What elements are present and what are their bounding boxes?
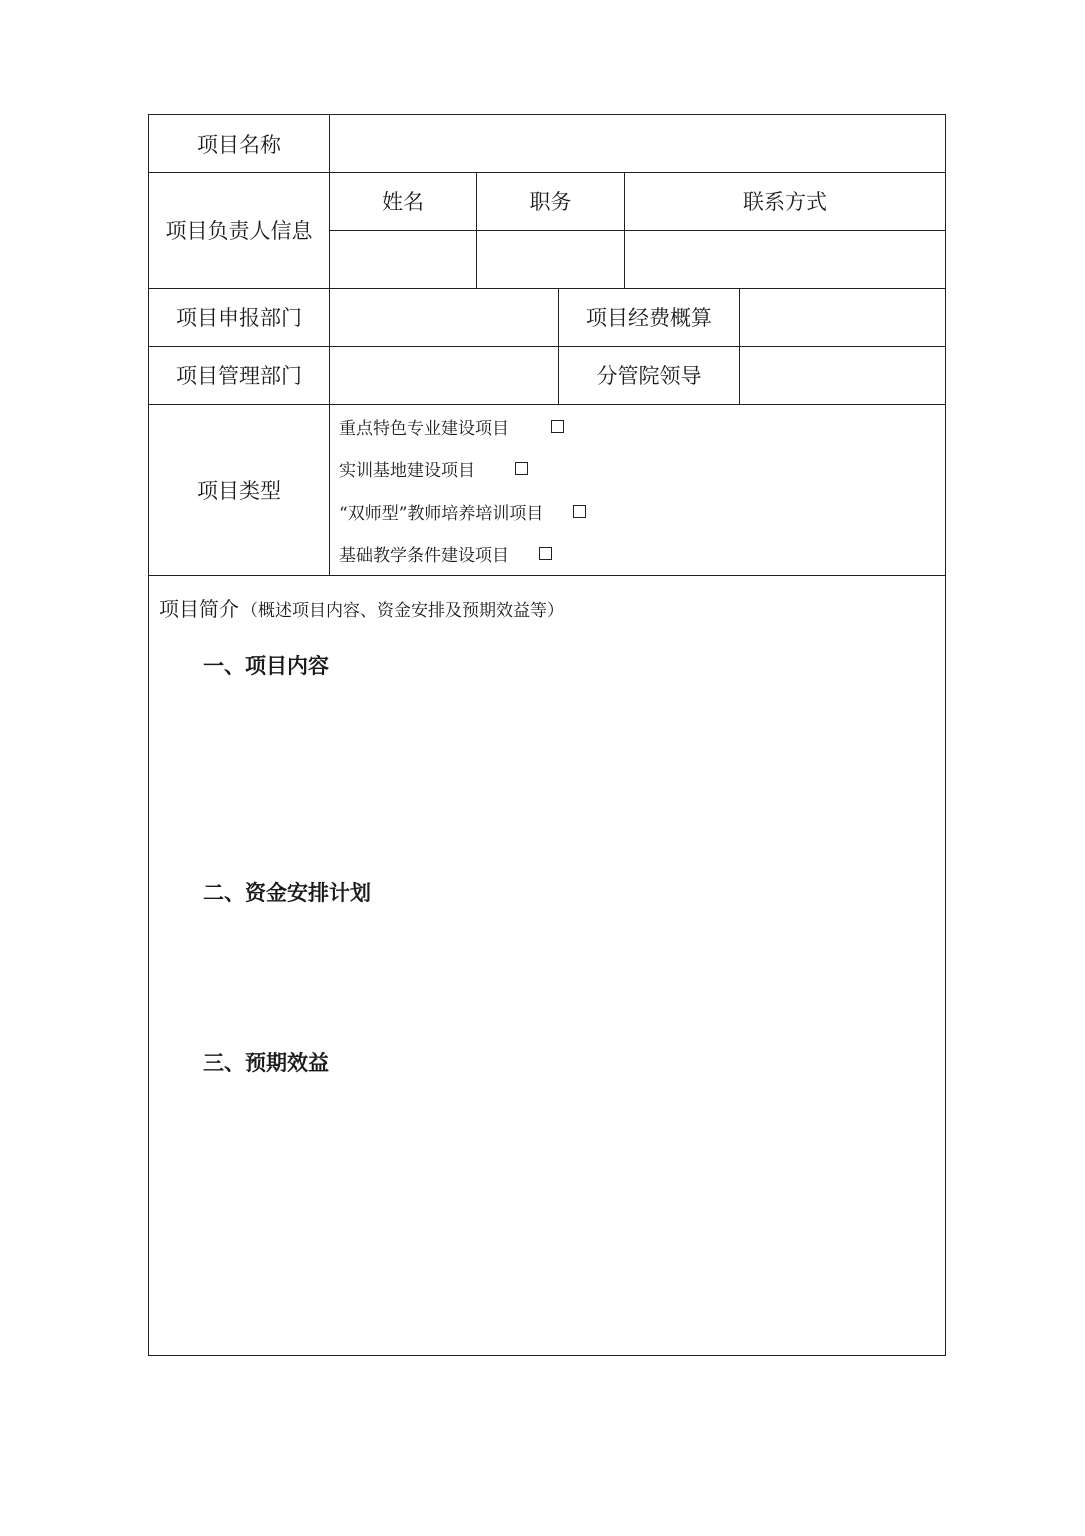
section-heading-funding: 二、资金安排计划 [203, 881, 371, 905]
project-name-label: 项目名称 [197, 132, 281, 157]
leader-contact-field[interactable] [625, 231, 945, 288]
budget-label: 项目经费概算 [586, 306, 712, 330]
project-type-option [339, 414, 564, 438]
budget-field[interactable] [740, 288, 945, 346]
leader-contact-header: 联系方式 [743, 190, 827, 214]
intro-title-text: 项目简介 [159, 597, 239, 621]
supervising-leader-label: 分管院领导 [596, 364, 702, 388]
checkbox-icon[interactable] [551, 420, 564, 433]
option-label: 实训基地建设项目 [339, 460, 475, 481]
option-label: 重点特色专业建设项目 [339, 418, 509, 439]
supervising-leader-field[interactable] [740, 346, 945, 404]
section-heading-benefits: 三、预期效益 [203, 1051, 329, 1075]
mgmt-dept-label: 项目管理部门 [176, 364, 302, 388]
project-application-form [148, 114, 946, 1356]
project-type-option [339, 456, 528, 480]
leader-info-label: 项目负责人信息 [165, 219, 313, 243]
mgmt-dept-field[interactable] [330, 346, 558, 404]
row-divider [149, 575, 945, 576]
checkbox-icon[interactable] [515, 462, 528, 475]
checkbox-icon[interactable] [539, 547, 552, 560]
leader-title-header: 职务 [529, 190, 572, 214]
option-label: “双师型”教师培养培训项目 [339, 503, 544, 524]
project-type-option [339, 541, 552, 565]
project-intro-textarea[interactable] [149, 576, 945, 1355]
project-type-option [339, 499, 586, 523]
project-type-label: 项目类型 [197, 478, 281, 503]
section-heading-content: 一、项目内容 [203, 654, 329, 678]
leader-title-field[interactable] [477, 231, 624, 288]
leader-name-header: 姓名 [382, 190, 424, 214]
leader-name-field[interactable] [330, 231, 476, 288]
checkbox-icon[interactable] [573, 505, 586, 518]
project-name-field[interactable] [330, 115, 945, 172]
apply-dept-field[interactable] [330, 288, 558, 346]
option-label: 基础教学条件建设项目 [339, 545, 509, 566]
apply-dept-label: 项目申报部门 [176, 306, 302, 330]
intro-note-text: （概述项目内容、资金安排及预期效益等） [241, 601, 564, 621]
project-intro-title [159, 593, 564, 622]
